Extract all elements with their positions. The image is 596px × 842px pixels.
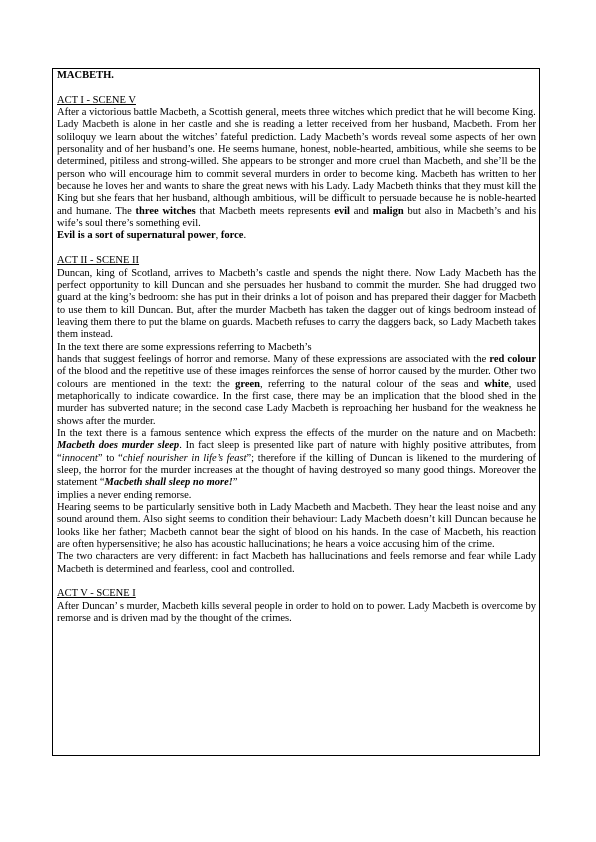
act5-heading: ACT V - SCENE I	[57, 588, 136, 600]
bold-statement-evil: Evil is a sort of supernatural power	[57, 230, 216, 242]
text-run: but also in Macbeth’s and his wife’s soul there’s something evil.	[57, 205, 537, 230]
document-frame	[52, 68, 540, 756]
act2-paragraph-1: Duncan, king of Scotland, arrives to Macbeth’s castle and spends the night there. Now Lady Macbeth has the perfect opportunity to kill Duncan and she persuades her husband to commit the murder. She had drugged two guard at the king’s bedroom: she has put in their drinks a lot of poison and has prepared their dagger for Macbeth to use them to kill Duncan. But, after the murder Macbeth has taken the dagger out of kings bedroom instead of leaving them there to put the blame on guards. Macbeth refuses to carry the daggers back, so Lady Macbeth takes them instead.	[57, 267, 536, 341]
bold-term-three-witches: three witches	[135, 205, 196, 217]
bold-term-force: force	[220, 230, 244, 242]
text-run: and	[353, 205, 369, 217]
text-run: . In fact sleep is presented like part of nature with highly positive attributes, from “	[57, 440, 536, 464]
act2-paragraph-2: In the text there are some expressions referring to Macbeth’s	[57, 341, 312, 353]
bold-term-white: white	[484, 378, 509, 390]
bold-term-malign: malign	[372, 205, 404, 217]
act1-paragraph-2	[57, 119, 536, 230]
text-run: .	[243, 230, 247, 242]
text-run: , used metaphorically to indicate cowardice. In the first case, there may be an implication that the blood shed in the murder has subverted nature; in the second case Lady Macbeth is reproaching her husband for the weakness he shows after the murder.	[57, 378, 537, 427]
text-run: that Macbeth meets represents	[199, 205, 331, 217]
text-run: hands that suggest feelings of horror and remorse. Many of these expressions are associated with the	[57, 353, 487, 365]
text-run: In the text there is a famous sentence which express the effects of the murder on the nature and on Macbeth:	[57, 427, 536, 439]
text-run: ” to “	[97, 452, 123, 464]
quote-innocent: innocent	[61, 452, 98, 464]
text-run: ”	[232, 477, 238, 489]
quote-chief-nourisher: chief nourisher in life’s feast	[122, 452, 247, 464]
act2-paragraph-6: Hearing seems to be particularly sensitive both in Lady Macbeth and Macbeth. They hear the least noise and any sound around them. Also sight seems to condition their behaviour: Lady Macbeth doesn’t kill Duncan because he looks like her father; Macbeth cannot bear the sight of blood on his hands. In the case of Macbeth, his reaction are often hypersensitive; he also has acoustic hallucinations; he hears a voice accusing him of the crime.	[57, 502, 536, 551]
spacer	[57, 82, 536, 94]
act2-paragraph-5: implies a never ending remorse.	[57, 489, 192, 501]
act2-paragraph-4	[57, 428, 536, 490]
spacer	[57, 576, 536, 588]
quote-macbeth-shall-sleep-no-more: Macbeth shall sleep no more!	[104, 477, 233, 489]
act1-heading: ACT I - SCENE V	[57, 94, 136, 106]
act2-paragraph-3	[57, 354, 536, 428]
act1-paragraph-3	[57, 230, 536, 242]
document-title: MACBETH.	[57, 70, 114, 81]
text-run: , referring to the natural colour of the seas and	[260, 378, 479, 390]
quote-macbeth-does-murder-sleep: Macbeth does murder sleep	[57, 440, 180, 452]
act2-heading: ACT II - SCENE II	[57, 255, 140, 267]
text-run: Lady Macbeth is alone in her castle and she is reading a letter received from her husband, Macbeth. From her soliloquy we learn about the witches’ fateful prediction. Lady Macbeth’s words reveal some aspects of her own personality and of her husband’s one. He seems humane, honest, noble-hearted, ambitious, while she seems to be determined, pitiless and strong-willed. She appears to be stronger and more cruel than Macbeth, and she’ll be the person who will encourage him to commit several murders in order to become king. Macbeth has written to her because he loves her and wants to share the great news with his Lady. Lady Macbeth thinks that they must kill the King but she fears that her husband, although ambitious, will be difficult to persuade because he is noble-hearted and humane. The	[57, 119, 536, 217]
text-run: ,	[215, 230, 219, 242]
bold-term-evil: evil	[334, 205, 350, 217]
act5-paragraph-1: After Duncan’ s murder, Macbeth kills several people in order to hold on to power. Lady Macbeth is overcome by remorse and is driven mad by the thought of the crimes.	[57, 600, 536, 625]
bold-term-red-colour: red colour	[489, 353, 536, 365]
spacer	[57, 243, 536, 255]
text-run: of the blood and the repetitive use of these images reinforces the sense of horror caused by the murder. Other two colours are mentioned in the text: the	[57, 366, 536, 390]
text-run: ”; therefore if the killing of Duncan is likened to the murdering of sleep, the horror for the murder increases at the thought of having destroyed so many good things. Moreover the statement “	[57, 452, 536, 489]
act1-paragraph-1: After a victorious battle Macbeth, a Scottish general, meets three witches which predict that he will become King.	[57, 107, 536, 119]
act2-paragraph-7: The two characters are very different: in fact Macbeth has hallucinations and feels remorse and fear while Lady Macbeth is determined and fearless, cool and controlled.	[57, 551, 536, 575]
bold-term-green: green	[235, 378, 261, 390]
